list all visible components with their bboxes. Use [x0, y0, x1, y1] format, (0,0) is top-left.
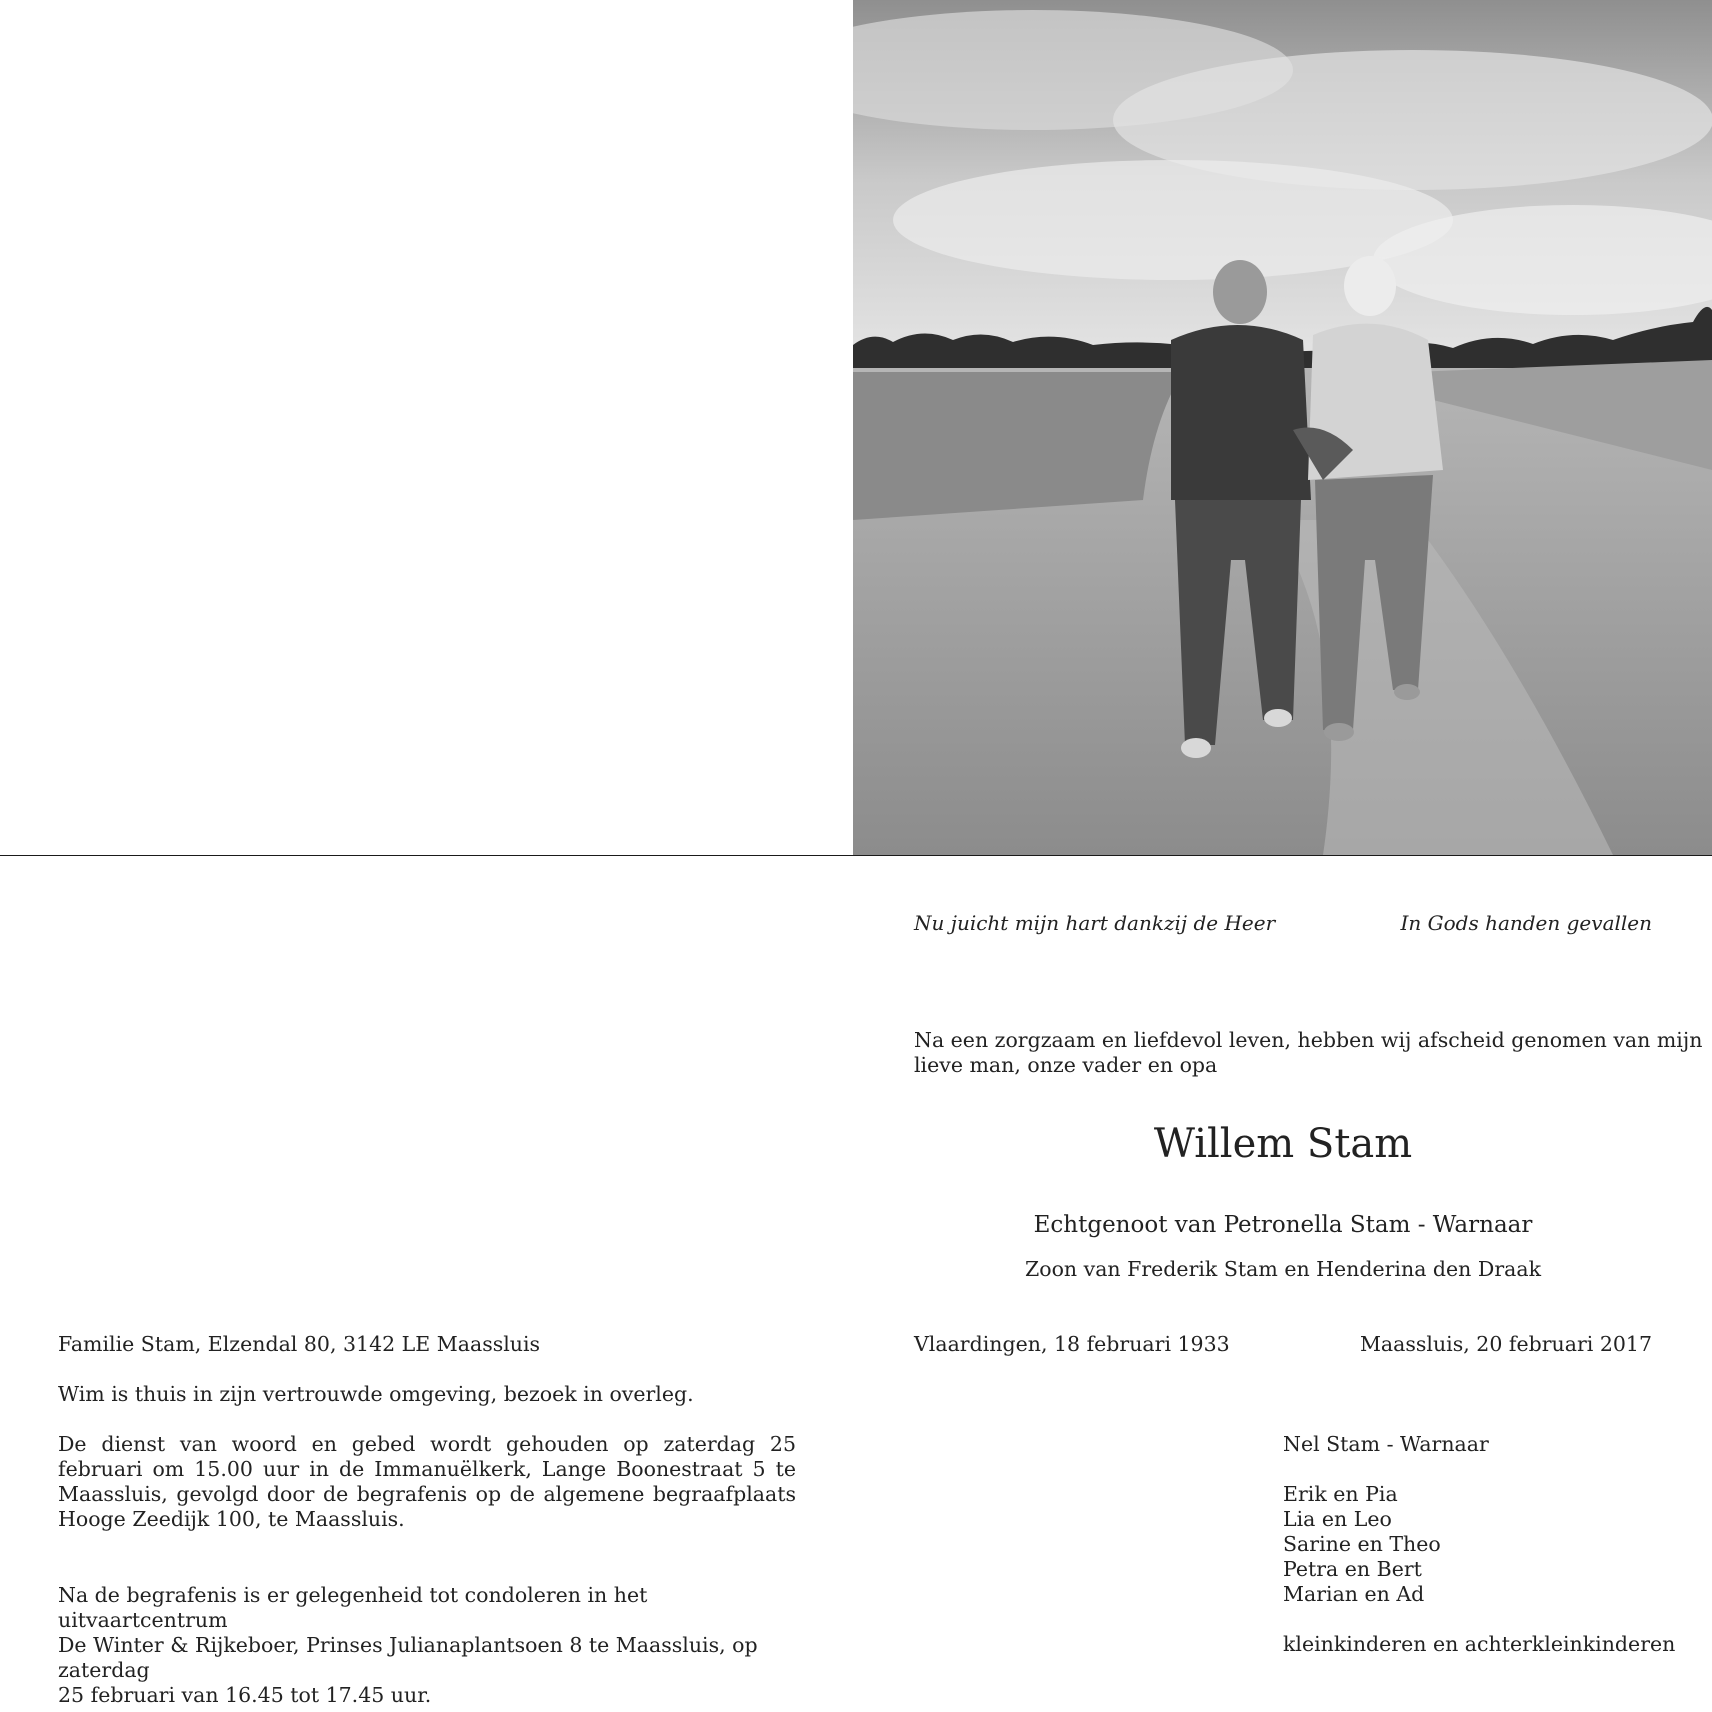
family-child: Erik en Pia	[1283, 1482, 1398, 1506]
condolence-line-3: 25 februari van 16.45 tot 17.45 uur.	[58, 1683, 432, 1707]
death-date: Maassluis, 20 februari 2017	[1359, 1332, 1652, 1356]
family-address: Familie Stam, Elzendal 80, 3142 LE Maassluis	[58, 1332, 541, 1356]
verse-left: Nu juicht mijn hart dankzij de Heer	[914, 911, 1276, 935]
spouse-line: Echtgenoot van Petronella Stam - Warnaar	[1033, 1212, 1533, 1238]
photo-couple-walking-icon	[853, 0, 1712, 855]
parents-line: Zoon van Frederik Stam en Henderina den Draak	[1024, 1257, 1542, 1281]
condolence-line-2: De Winter & Rijkeboer, Prinses Julianaplantsoen 8 te Maassluis, op zaterdag	[58, 1633, 758, 1682]
deceased-name: Willem Stam	[1153, 1121, 1413, 1167]
family-child: Marian en Ad	[1283, 1582, 1425, 1606]
intro-line-2: lieve man, onze vader en opa	[914, 1053, 1218, 1077]
visit-note: Wim is thuis in zijn vertrouwde omgeving, bezoek in overleg.	[58, 1382, 694, 1406]
birth-date: Vlaardingen, 18 februari 1933	[914, 1332, 1230, 1356]
service-text: De dienst van woord en gebed wordt gehouden op zaterdag 25 februari om 15.00 uur in de Immanuëlkerk, Lange Boonestraat 5 te Maassluis, gevolgd door de begrafenis op de algemene begraafplaats Hooge Zeedijk 100, te Maassluis.	[58, 1432, 796, 1531]
photo-couple-walking	[853, 0, 1712, 855]
family-child: Petra en Bert	[1283, 1557, 1422, 1581]
intro-line-1: Na een zorgzaam en liefdevol leven, hebben wij afscheid genomen van mijn	[914, 1028, 1703, 1052]
family-child: Sarine en Theo	[1283, 1532, 1441, 1556]
verse-right: In Gods handen gevallen	[1400, 911, 1652, 935]
family-list	[1283, 1432, 1675, 1657]
condolence-line-1: Na de begrafenis is er gelegenheid tot condoleren in het uitvaartcentrum	[58, 1583, 648, 1632]
family-spouse: Nel Stam - Warnaar	[1283, 1432, 1489, 1456]
family-grandchildren: kleinkinderen en achterkleinkinderen	[1283, 1632, 1676, 1656]
family-child: Lia en Leo	[1283, 1507, 1392, 1531]
fold-line	[0, 855, 1712, 856]
condolence-text	[58, 1583, 796, 1708]
